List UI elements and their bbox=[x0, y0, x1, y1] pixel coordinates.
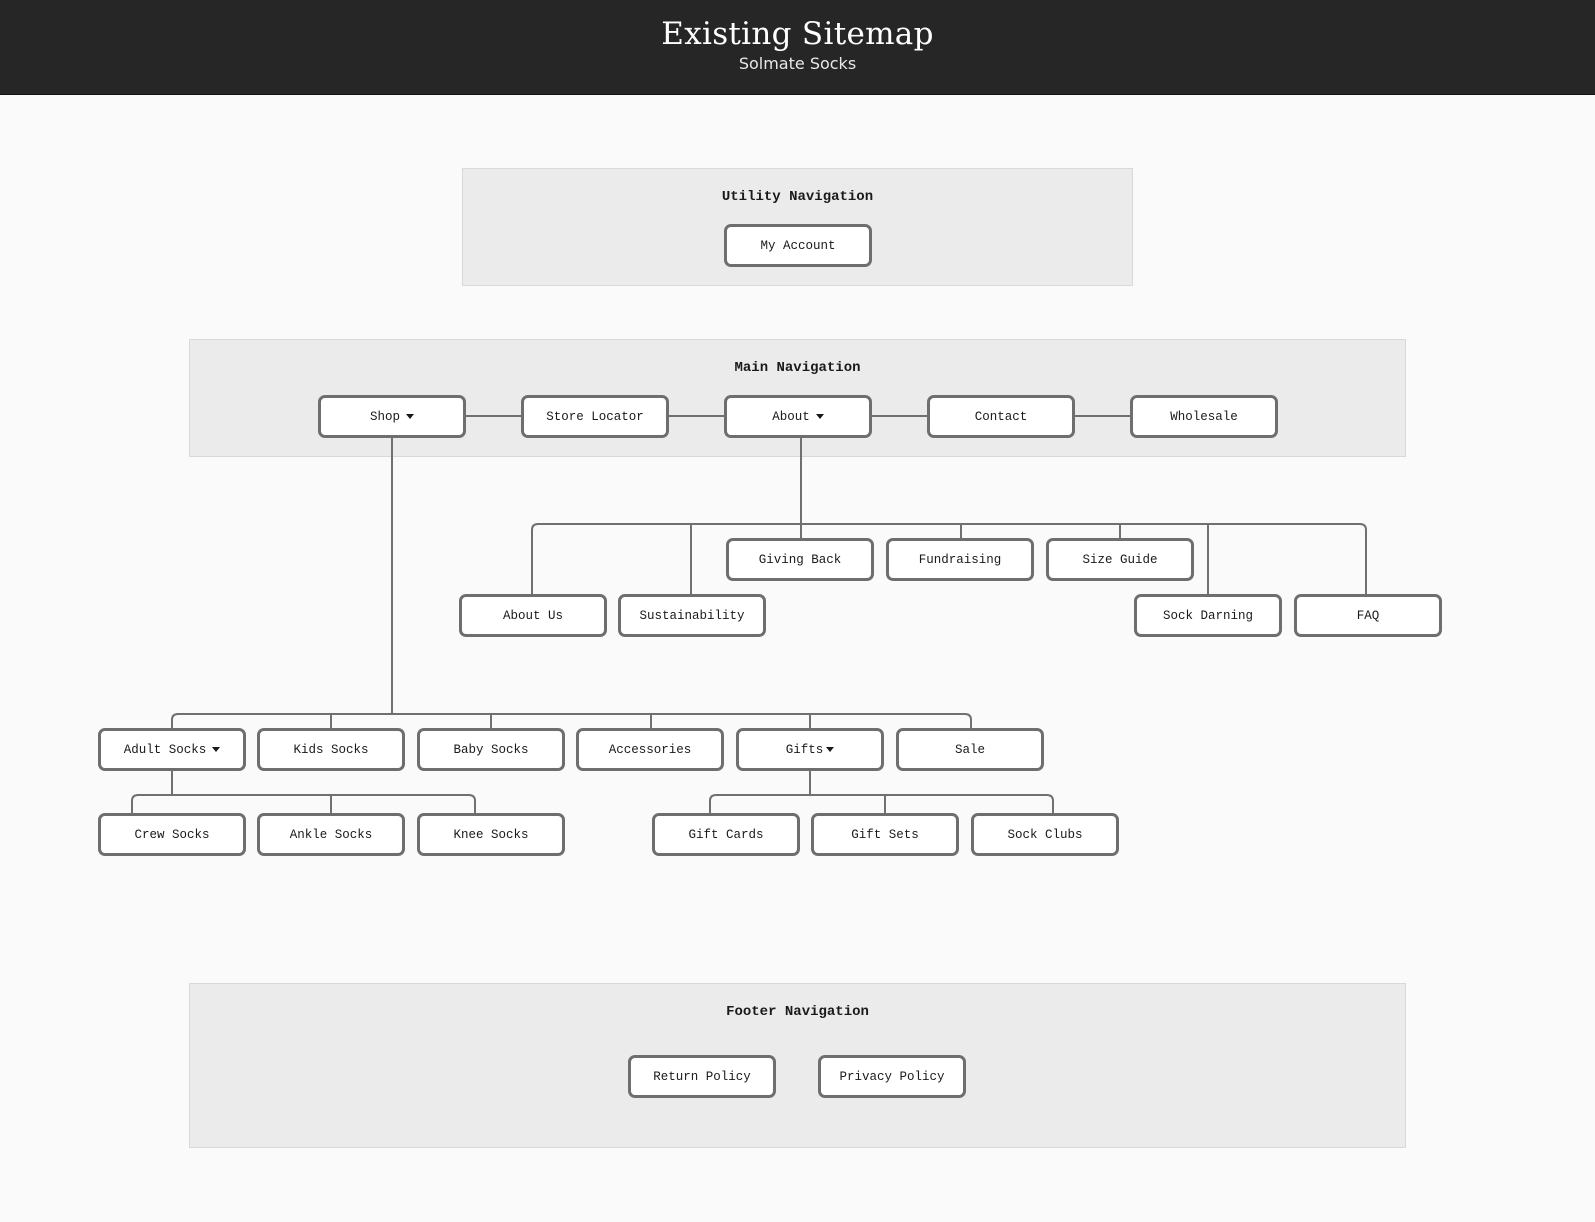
contact-node[interactable] bbox=[927, 395, 1075, 438]
knee-socks-node[interactable] bbox=[417, 813, 565, 856]
sock-darning-label: Sock Darning bbox=[1162, 608, 1253, 623]
sustainability-node[interactable] bbox=[618, 594, 766, 637]
ankle-socks-node[interactable] bbox=[257, 813, 405, 856]
gift-cards-label: Gift Cards bbox=[688, 827, 764, 842]
sock-darning-node[interactable] bbox=[1134, 594, 1282, 637]
kids-socks-label: Kids Socks bbox=[293, 742, 369, 757]
page-subtitle: Solmate Socks bbox=[738, 54, 857, 73]
chevron-down-icon bbox=[406, 414, 414, 419]
adult-branch-bar bbox=[132, 795, 475, 813]
adult-socks-label: Adult Socks bbox=[123, 742, 207, 757]
contact-label: Contact bbox=[974, 409, 1028, 424]
accessories-node[interactable] bbox=[576, 728, 724, 771]
baby-socks-node[interactable] bbox=[417, 728, 565, 771]
baby-socks-label: Baby Socks bbox=[453, 742, 529, 757]
my-account-label: My Account bbox=[760, 238, 836, 253]
my-account-node[interactable] bbox=[724, 224, 872, 267]
sale-node[interactable] bbox=[896, 728, 1044, 771]
privacy-policy-label: Privacy Policy bbox=[839, 1069, 945, 1084]
sock-clubs-node[interactable] bbox=[971, 813, 1119, 856]
return-policy-node[interactable] bbox=[628, 1055, 776, 1098]
sustainability-label: Sustainability bbox=[639, 608, 745, 623]
faq-label: FAQ bbox=[1356, 608, 1380, 623]
shop-label: Shop bbox=[369, 409, 400, 424]
faq-node[interactable] bbox=[1294, 594, 1442, 637]
store-locator-node[interactable] bbox=[521, 395, 669, 438]
return-policy-label: Return Policy bbox=[653, 1069, 751, 1084]
wholesale-label: Wholesale bbox=[1170, 409, 1238, 424]
footer-navigation-title: Footer Navigation bbox=[726, 1004, 869, 1020]
giving-back-node[interactable] bbox=[726, 538, 874, 581]
about-us-node[interactable] bbox=[459, 594, 607, 637]
store-locator-label: Store Locator bbox=[546, 409, 644, 424]
gift-sets-label: Gift Sets bbox=[851, 827, 919, 842]
sale-label: Sale bbox=[954, 742, 985, 757]
accessories-label: Accessories bbox=[608, 742, 692, 757]
gifts-branch-bar bbox=[710, 795, 1053, 813]
gift-sets-node[interactable] bbox=[811, 813, 959, 856]
chevron-down-icon bbox=[816, 414, 824, 419]
about-node[interactable] bbox=[724, 395, 872, 438]
chevron-down-icon bbox=[826, 747, 834, 752]
fundraising-node[interactable] bbox=[886, 538, 1034, 581]
size-guide-label: Size Guide bbox=[1082, 552, 1158, 567]
privacy-policy-node[interactable] bbox=[818, 1055, 966, 1098]
chevron-down-icon bbox=[212, 747, 220, 752]
kids-socks-node[interactable] bbox=[257, 728, 405, 771]
page-title: Existing Sitemap bbox=[661, 16, 934, 52]
crew-socks-node[interactable] bbox=[98, 813, 246, 856]
adult-socks-node[interactable] bbox=[98, 728, 246, 771]
wholesale-node[interactable] bbox=[1130, 395, 1278, 438]
knee-socks-label: Knee Socks bbox=[453, 827, 529, 842]
giving-back-label: Giving Back bbox=[758, 552, 842, 567]
shop-branch-bar bbox=[172, 714, 971, 728]
sock-clubs-label: Sock Clubs bbox=[1007, 827, 1083, 842]
main-navigation-title: Main Navigation bbox=[734, 360, 861, 376]
about-label: About bbox=[772, 409, 810, 424]
ankle-socks-label: Ankle Socks bbox=[289, 827, 373, 842]
gift-cards-node[interactable] bbox=[652, 813, 800, 856]
shop-node[interactable] bbox=[318, 395, 466, 438]
gifts-node[interactable] bbox=[736, 728, 884, 771]
utility-navigation-title: Utility Navigation bbox=[721, 189, 874, 205]
size-guide-node[interactable] bbox=[1046, 538, 1194, 581]
crew-socks-label: Crew Socks bbox=[134, 827, 210, 842]
fundraising-label: Fundraising bbox=[918, 552, 1002, 567]
about-us-label: About Us bbox=[502, 608, 563, 623]
gifts-label: Gifts bbox=[785, 742, 824, 757]
